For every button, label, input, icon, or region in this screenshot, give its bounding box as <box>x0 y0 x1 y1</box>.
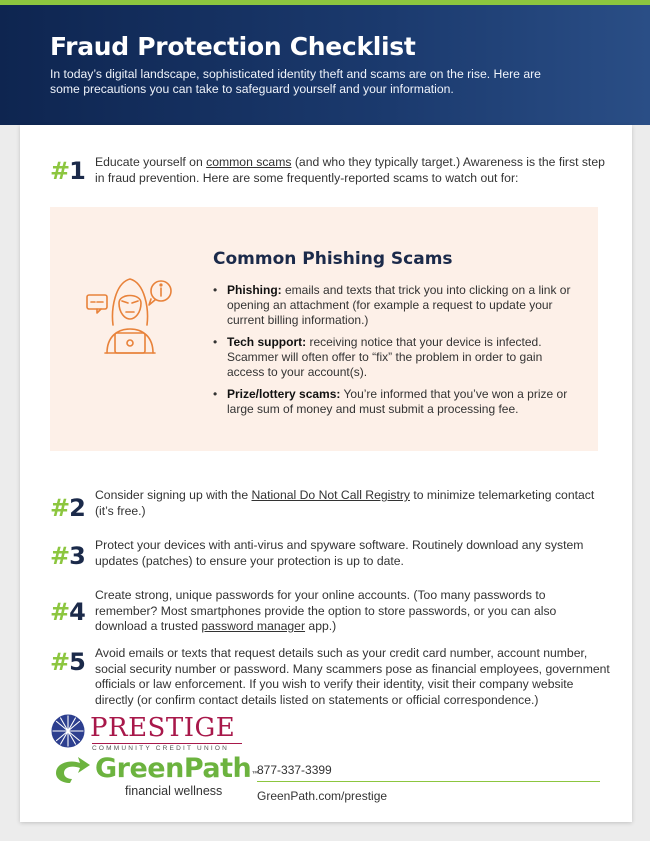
globe-icon <box>50 713 86 749</box>
item-number: #3 <box>50 542 85 570</box>
scam-item-phishing: • Phishing: emails and texts that trick you into clicking on a link or opening an attachment (for example a request to update your current billing information.) <box>213 283 573 328</box>
checklist-item-1 <box>50 155 610 186</box>
page-title: Fraud Protection Checklist <box>50 32 416 61</box>
footer <box>50 713 610 803</box>
item-number: #5 <box>50 648 85 676</box>
page-intro: In today’s digital landscape, sophisticated identity theft and scams are on the rise. Here are some precautions you can take to safeguard yourself and your information. <box>50 67 541 96</box>
checklist-item-2 <box>50 488 610 522</box>
website-link[interactable]: GreenPath.com/prestige <box>257 789 388 803</box>
checklist-item-4 <box>50 588 610 635</box>
item-text: Consider signing up with the National Do Not Call Registry to minimize telemarketing contact (it’s free.) <box>95 488 595 518</box>
checklist-item-3 <box>50 538 610 569</box>
item-text: Create strong, unique passwords for your online accounts. (Too many passwords to remember? Most smartphones provide the option to store passwords, or you can also download a trusted password manager app.) <box>95 588 557 633</box>
scams-title: Common Phishing Scams <box>213 249 453 269</box>
item-text: Educate yourself on common scams (and who they typically target.) Awareness is the first step in fraud prevention. Here are some frequently-reported scams to watch out for: <box>95 155 605 185</box>
prestige-wordmark: PRESTIGE <box>90 713 236 743</box>
checklist-card <box>20 125 632 822</box>
page-header <box>0 5 650 125</box>
do-not-call-registry-link[interactable]: National Do Not Call Registry <box>251 488 410 502</box>
item-number: #2 <box>50 494 85 522</box>
financial-wellness-tagline: financial wellness <box>125 784 223 798</box>
scams-list <box>213 283 573 424</box>
greenpath-wordmark: GreenPath™ <box>95 753 259 784</box>
item-number: #1 <box>50 157 85 185</box>
item-text: Protect your devices with anti-virus and spyware software. Routinely download any system updates (patches) to ensure your protection is up to date. <box>95 538 584 568</box>
phone-number[interactable]: 877-337-3399 <box>257 763 332 777</box>
item-text: Avoid emails or texts that request details such as your credit card number, account number, social security number or password. Many scammers pose as financial employees, government officials or law enforcement. If you wish to verify their identity, visit their company website directly (or confirm contact details listed on statements or official correspondence.) <box>95 646 610 707</box>
credit-union-subtitle: COMMUNITY CREDIT UNION <box>92 743 242 752</box>
greenpath-arrow-icon <box>50 755 92 785</box>
item-number: #4 <box>50 598 85 626</box>
prestige-logo <box>50 713 250 753</box>
password-manager-link[interactable]: password manager <box>201 619 306 633</box>
contact-divider <box>257 781 600 782</box>
scam-item-tech-support: • Tech support: receiving notice that your device is infected. Scammer will often offer to “fix” the problem in order to gain access to your account(s). <box>213 335 573 380</box>
checklist-item-5 <box>50 646 610 708</box>
common-scams-link[interactable]: common scams <box>206 155 292 169</box>
common-phishing-scams-box <box>50 207 598 451</box>
hacker-icon <box>85 273 175 357</box>
scam-item-prize-lottery: • Prize/lottery scams: You’re informed that you’ve won a prize or large sum of money and must submit a processing fee. <box>213 387 573 417</box>
